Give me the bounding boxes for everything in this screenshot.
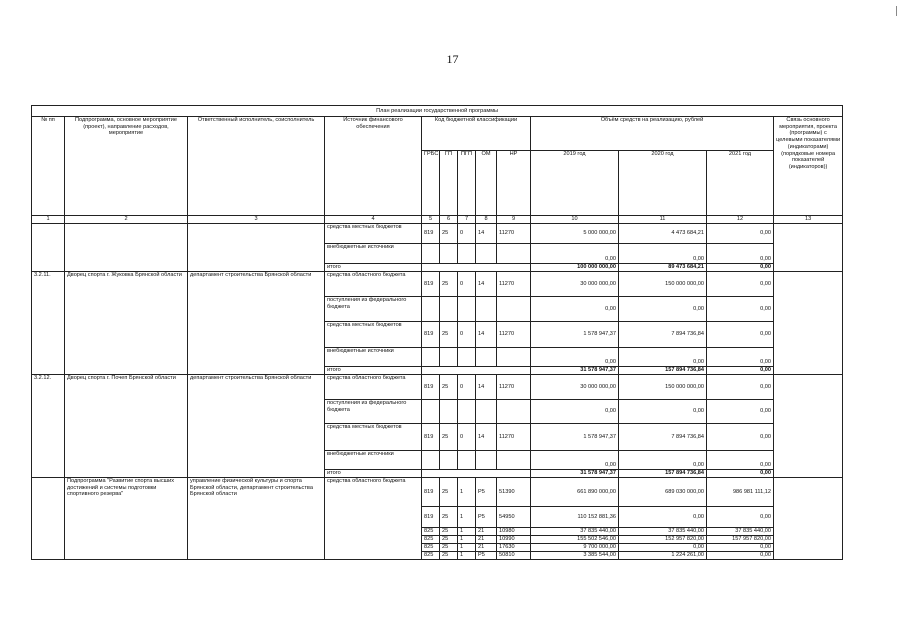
- pgp-cell: 0: [458, 272, 476, 297]
- value-2020-cell: 0,00: [619, 544, 707, 552]
- gp-cell: 25: [440, 272, 458, 297]
- table-title-row: [32, 106, 843, 117]
- value-2019-cell: 37 835 440,00: [531, 528, 619, 536]
- pgp-cell: 0: [458, 224, 476, 244]
- gp-cell: 25: [440, 507, 458, 528]
- total-label: итого: [325, 367, 422, 375]
- value-2019-cell: 661 890 000,00: [531, 478, 619, 507]
- total-2020: 89 473 684,21: [619, 264, 707, 272]
- header-source: Источник финансового обеспечения: [325, 117, 422, 216]
- column-number: 9: [497, 216, 531, 224]
- value-2019-cell: 110 152 881,36: [531, 507, 619, 528]
- om-cell: [476, 451, 497, 470]
- link-cell: [774, 272, 843, 375]
- page-number: 17: [446, 52, 459, 66]
- gp-cell: 25: [440, 552, 458, 560]
- om-cell: [476, 400, 497, 424]
- nr-cell: 50810: [497, 552, 531, 560]
- pgp-cell: [458, 400, 476, 424]
- value-2020-cell: 0,00: [619, 400, 707, 424]
- gp-cell: [440, 297, 458, 322]
- header-om: ОМ: [476, 151, 497, 216]
- value-2021-cell: 0,00: [707, 348, 774, 367]
- value-2021-cell: 0,00: [707, 322, 774, 348]
- row-name: Дворец спорта г. Жуковка Брянской области: [65, 272, 188, 375]
- value-2019-cell: 1 578 947,37: [531, 424, 619, 451]
- row-executor: департамент строительства Брянской области: [188, 272, 325, 375]
- row-name-cell: [65, 224, 188, 272]
- source-cell: поступления из федерального бюджета: [325, 400, 422, 424]
- column-number: 4: [325, 216, 422, 224]
- pgp-cell: [458, 297, 476, 322]
- value-2021-cell: 0,00: [707, 507, 774, 528]
- column-number: 7: [458, 216, 476, 224]
- value-2020-cell: 7 894 736,84: [619, 424, 707, 451]
- value-2021-cell: 0,00: [707, 244, 774, 264]
- total-2021: 0,00: [707, 367, 774, 375]
- om-cell: 14: [476, 322, 497, 348]
- nr-cell: 11270: [497, 224, 531, 244]
- value-2020-cell: 7 894 736,84: [619, 322, 707, 348]
- column-number: 10: [531, 216, 619, 224]
- grbs-cell: 819: [422, 478, 440, 507]
- grbs-cell: [422, 451, 440, 470]
- om-cell: 21: [476, 536, 497, 544]
- total-2019: 31 578 947,37: [531, 470, 619, 478]
- row-num-cell: [32, 224, 65, 272]
- header-2020: 2020 год: [619, 151, 707, 216]
- table-title: План реализации государственной программы: [32, 106, 843, 117]
- om-cell: 21: [476, 544, 497, 552]
- source-cell: внебюджетные источники: [325, 348, 422, 367]
- grbs-cell: 825: [422, 552, 440, 560]
- total-code-cell: [422, 367, 531, 375]
- pgp-cell: [458, 451, 476, 470]
- nr-cell: 17630: [497, 544, 531, 552]
- column-numbers-row: [32, 216, 843, 224]
- header-nr: НР: [497, 151, 531, 216]
- pgp-cell: 0: [458, 375, 476, 400]
- gp-cell: 25: [440, 536, 458, 544]
- value-2019-cell: 9 700 000,00: [531, 544, 619, 552]
- total-2019: 100 000 000,00: [531, 264, 619, 272]
- value-2019-cell: 0,00: [531, 244, 619, 264]
- value-2020-cell: 4 473 684,21: [619, 224, 707, 244]
- om-cell: P5: [476, 552, 497, 560]
- grbs-cell: [422, 244, 440, 264]
- gp-cell: 25: [440, 478, 458, 507]
- column-number: 3: [188, 216, 325, 224]
- value-2020-cell: 0,00: [619, 244, 707, 264]
- pgp-cell: 0: [458, 322, 476, 348]
- total-label: итого: [325, 264, 422, 272]
- gp-cell: [440, 400, 458, 424]
- header-gp: ГП: [440, 151, 458, 216]
- header-link: Связь основного мероприятия, проекта (программы) с целевыми показателями (индикаторами) (порядковые номера показателей (индикаторов)): [774, 117, 843, 216]
- nr-cell: 54950: [497, 507, 531, 528]
- value-2019-cell: 0,00: [531, 297, 619, 322]
- om-cell: 14: [476, 424, 497, 451]
- nr-cell: 11270: [497, 272, 531, 297]
- nr-cell: [497, 244, 531, 264]
- source-cell: средства местных бюджетов: [325, 424, 422, 451]
- source-cell: внебюджетные источники: [325, 451, 422, 470]
- corner-mark: [896, 6, 897, 16]
- value-2020-cell: 0,00: [619, 297, 707, 322]
- gp-cell: [440, 348, 458, 367]
- pgp-cell: 1: [458, 507, 476, 528]
- value-2019-cell: 155 502 546,00: [531, 536, 619, 544]
- value-2019-cell: 1 578 947,37: [531, 322, 619, 348]
- om-cell: P5: [476, 478, 497, 507]
- nr-cell: 51390: [497, 478, 531, 507]
- total-code-cell: [422, 470, 531, 478]
- nr-cell: 10990: [497, 536, 531, 544]
- total-code-cell: [422, 264, 531, 272]
- value-2021-cell: 986 981 111,12: [707, 478, 774, 507]
- grbs-cell: 819: [422, 272, 440, 297]
- grbs-cell: 819: [422, 322, 440, 348]
- pgp-cell: [458, 244, 476, 264]
- om-cell: 14: [476, 375, 497, 400]
- source-cell: средства местных бюджетов: [325, 224, 422, 244]
- grbs-cell: [422, 400, 440, 424]
- grbs-cell: 825: [422, 528, 440, 536]
- source-cell: внебюджетные источники: [325, 244, 422, 264]
- value-2019-cell: 3 385 544,00: [531, 552, 619, 560]
- grbs-cell: 825: [422, 544, 440, 552]
- nr-cell: [497, 451, 531, 470]
- column-number: 13: [774, 216, 843, 224]
- nr-cell: [497, 297, 531, 322]
- grbs-cell: 819: [422, 224, 440, 244]
- pgp-cell: 1: [458, 552, 476, 560]
- row-num-cell: [32, 478, 65, 560]
- source-cell: поступления из федерального бюджета: [325, 297, 422, 322]
- grbs-cell: 819: [422, 507, 440, 528]
- header-executor: Ответственный исполнитель, соисполнитель: [188, 117, 325, 216]
- value-2021-cell: 0,00: [707, 224, 774, 244]
- value-2021-cell: 0,00: [707, 424, 774, 451]
- link-cell: [774, 478, 843, 560]
- value-2021-cell: 0,00: [707, 400, 774, 424]
- total-2021: 0,00: [707, 470, 774, 478]
- value-2020-cell: 0,00: [619, 507, 707, 528]
- row-num: 3.2.12.: [32, 375, 65, 478]
- om-cell: P5: [476, 507, 497, 528]
- value-2021-cell: 0,00: [707, 375, 774, 400]
- plan-table: [31, 105, 843, 560]
- om-cell: [476, 297, 497, 322]
- column-number: 8: [476, 216, 497, 224]
- grbs-cell: 819: [422, 375, 440, 400]
- column-number: 12: [707, 216, 774, 224]
- nr-cell: 11270: [497, 424, 531, 451]
- source-cell: средства областного бюджета: [325, 272, 422, 297]
- gp-cell: 25: [440, 528, 458, 536]
- value-2019-cell: 0,00: [531, 451, 619, 470]
- om-cell: 14: [476, 272, 497, 297]
- total-2021: 0,00: [707, 264, 774, 272]
- value-2020-cell: 1 224 261,00: [619, 552, 707, 560]
- row-name: Дворец спорта г. Почеп Брянской области: [65, 375, 188, 478]
- value-2021-cell: 157 957 820,00: [707, 536, 774, 544]
- nr-cell: 10980: [497, 528, 531, 536]
- table-row: [32, 375, 843, 400]
- value-2021-cell: 0,00: [707, 552, 774, 560]
- gp-cell: [440, 244, 458, 264]
- total-2019: 31 578 947,37: [531, 367, 619, 375]
- source-cell: средства местных бюджетов: [325, 322, 422, 348]
- nr-cell: [497, 348, 531, 367]
- value-2020-cell: 37 835 440,00: [619, 528, 707, 536]
- pgp-cell: 1: [458, 478, 476, 507]
- value-2019-cell: 5 000 000,00: [531, 224, 619, 244]
- om-cell: [476, 244, 497, 264]
- column-number: 5: [422, 216, 440, 224]
- grbs-cell: 825: [422, 536, 440, 544]
- column-number: 11: [619, 216, 707, 224]
- subprogram-source: средства областного бюджета: [325, 478, 422, 560]
- value-2021-cell: 0,00: [707, 297, 774, 322]
- table-row: [32, 224, 843, 244]
- header-2019: 2019 год: [531, 151, 619, 216]
- om-cell: 14: [476, 224, 497, 244]
- header-2021: 2021 год: [707, 151, 774, 216]
- link-cell: [774, 375, 843, 478]
- value-2020-cell: 150 000 000,00: [619, 375, 707, 400]
- pgp-cell: [458, 348, 476, 367]
- header-row: [32, 117, 843, 151]
- gp-cell: 25: [440, 224, 458, 244]
- header-pgp: ПГП: [458, 151, 476, 216]
- pgp-cell: 0: [458, 424, 476, 451]
- subprogram-name: Подпрограмма "Развитие спорта высших достижений и системы подготовки спортивного резерва": [65, 478, 188, 560]
- gp-cell: 25: [440, 424, 458, 451]
- source-cell: средства областного бюджета: [325, 375, 422, 400]
- om-cell: [476, 348, 497, 367]
- value-2021-cell: 0,00: [707, 272, 774, 297]
- value-2021-cell: 37 835 440,00: [707, 528, 774, 536]
- row-num: 3.2.11.: [32, 272, 65, 375]
- grbs-cell: [422, 297, 440, 322]
- subprogram-executor: управление физической культуры и спорта Брянской области, департамент строительства Брянской области: [188, 478, 325, 560]
- column-number: 6: [440, 216, 458, 224]
- header-budget-code: Код бюджетной классификации: [422, 117, 531, 151]
- value-2021-cell: 0,00: [707, 451, 774, 470]
- value-2019-cell: 0,00: [531, 400, 619, 424]
- nr-cell: [497, 400, 531, 424]
- total-label: итого: [325, 470, 422, 478]
- header-subprogram: Подпрограмма, основное мероприятие (проект), направление расходов, мероприятие: [65, 117, 188, 216]
- value-2019-cell: 30 000 000,00: [531, 272, 619, 297]
- gp-cell: 25: [440, 322, 458, 348]
- link-cell: [774, 224, 843, 272]
- row-executor-cell: [188, 224, 325, 272]
- value-2020-cell: 0,00: [619, 451, 707, 470]
- grbs-cell: [422, 348, 440, 367]
- pgp-cell: 1: [458, 536, 476, 544]
- total-2020: 157 894 736,84: [619, 470, 707, 478]
- total-2020: 157 894 736,84: [619, 367, 707, 375]
- column-number: 2: [65, 216, 188, 224]
- value-2020-cell: 152 957 820,00: [619, 536, 707, 544]
- value-2020-cell: 150 000 000,00: [619, 272, 707, 297]
- value-2021-cell: 0,00: [707, 544, 774, 552]
- value-2020-cell: 689 030 000,00: [619, 478, 707, 507]
- nr-cell: 11270: [497, 375, 531, 400]
- om-cell: 21: [476, 528, 497, 536]
- pgp-cell: 1: [458, 544, 476, 552]
- row-executor: департамент строительства Брянской области: [188, 375, 325, 478]
- header-num: № пп: [32, 117, 65, 216]
- gp-cell: 25: [440, 375, 458, 400]
- gp-cell: 25: [440, 544, 458, 552]
- header-volume: Объём средств на реализацию, рублей: [531, 117, 774, 151]
- grbs-cell: 819: [422, 424, 440, 451]
- value-2020-cell: 0,00: [619, 348, 707, 367]
- nr-cell: 11270: [497, 322, 531, 348]
- table-row: [32, 478, 843, 507]
- header-grbs: ГРБС: [422, 151, 440, 216]
- column-number: 1: [32, 216, 65, 224]
- table-row: [32, 272, 843, 297]
- value-2019-cell: 30 000 000,00: [531, 375, 619, 400]
- gp-cell: [440, 451, 458, 470]
- pgp-cell: 1: [458, 528, 476, 536]
- value-2019-cell: 0,00: [531, 348, 619, 367]
